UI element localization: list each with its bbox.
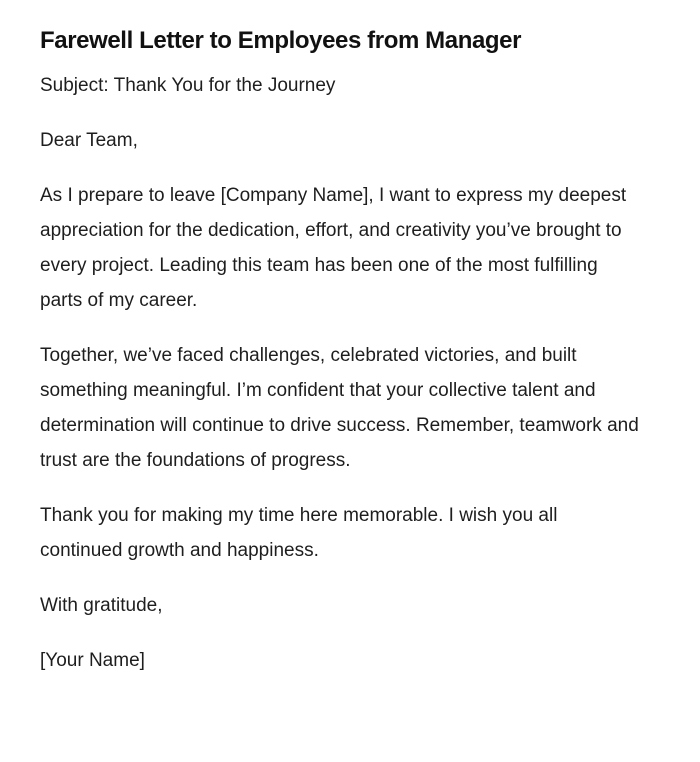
letter-document (40, 24, 640, 698)
letter-greeting: Dear Team, (40, 130, 138, 151)
letter-paragraph-1: As I prepare to leave [Company Name], I want to express my deepest appreciation for the dedication, effort, and creativity you’ve brought to every project. Leading this team has been one of the most fulfilling parts of my career. (40, 185, 627, 311)
letter-paragraph-2: Together, we’ve faced challenges, celebrated victories, and built something meaningful. I’m confident that your collective talent and determination will continue to drive success. Remember, teamwork and trust are the foundations of progress. (40, 345, 639, 471)
letter-signature: [Your Name] (40, 650, 145, 671)
letter-subject: Subject: Thank You for the Journey (40, 75, 336, 96)
letter-closing: With gratitude, (40, 595, 163, 616)
letter-paragraph-3: Thank you for making my time here memorable. I wish you all continued growth and happiness. (40, 505, 558, 561)
letter-title: Farewell Letter to Employees from Manager (40, 27, 522, 54)
